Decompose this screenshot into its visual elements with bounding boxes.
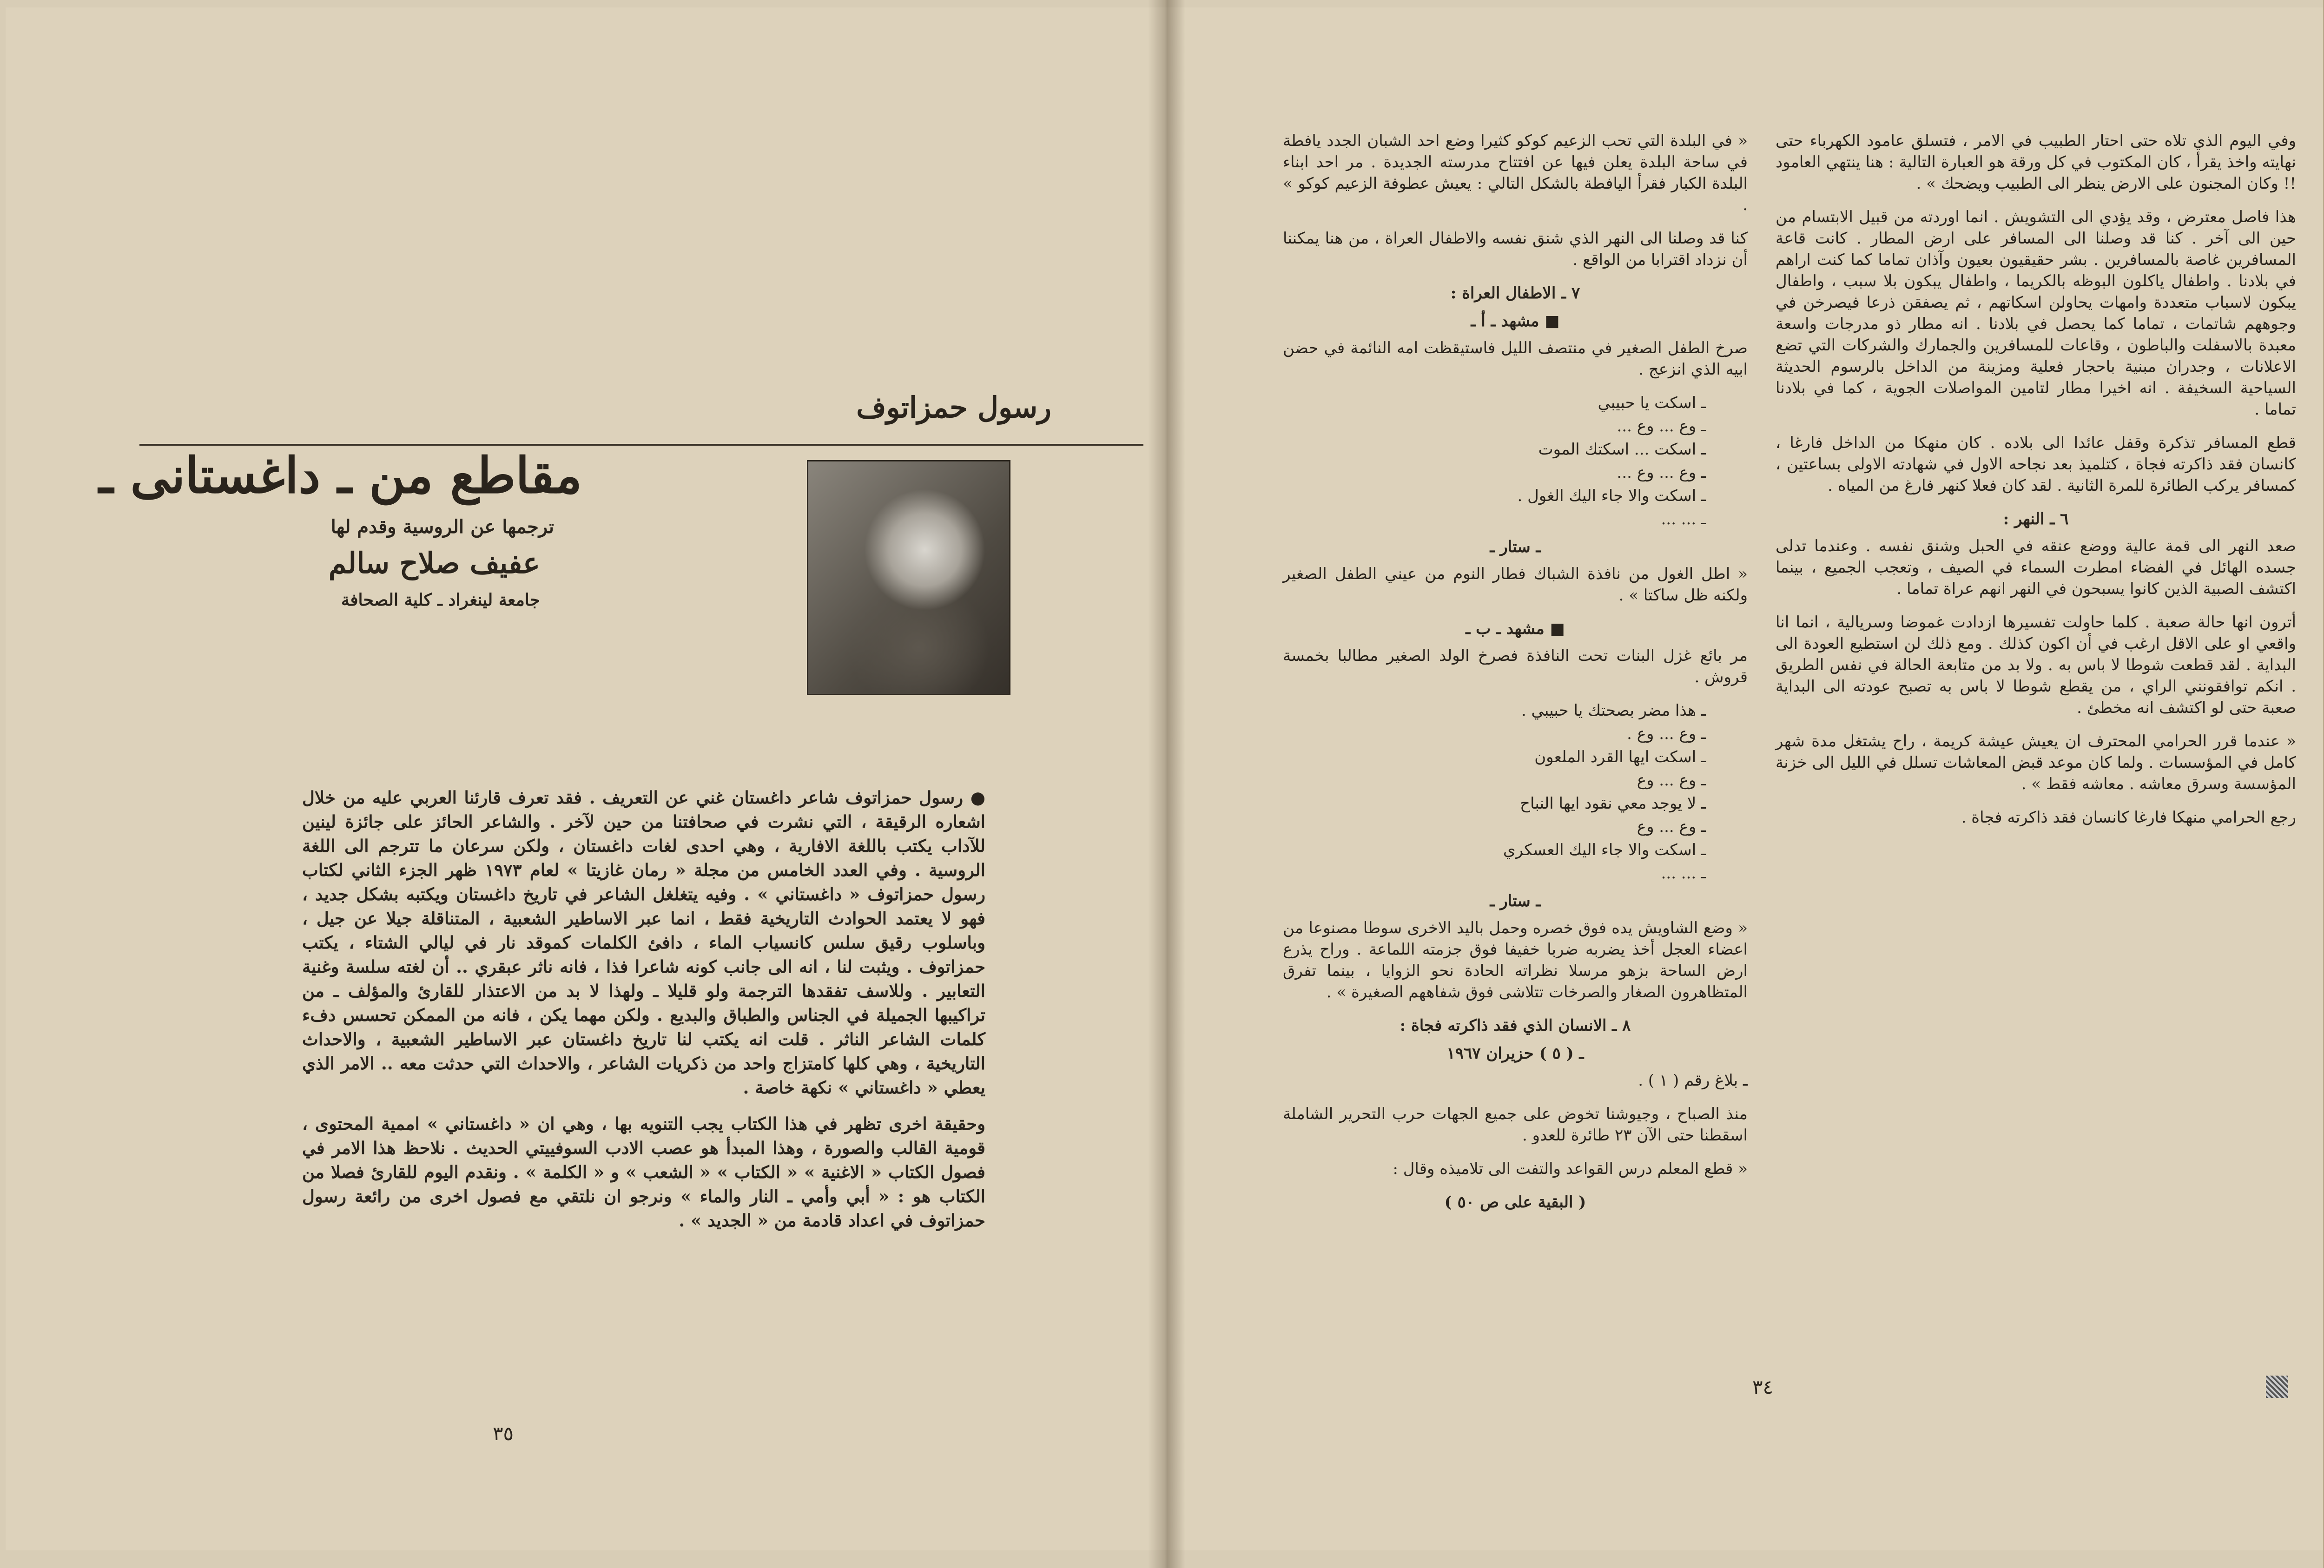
body-paragraph: كنا قد وصلنا الى النهر الذي شنق نفسه والاطفال العراة ، من هنا يمكننا أن نزداد اقترابا من الواقع . <box>1283 229 1748 269</box>
section-heading: ـ ستار ـ <box>1490 892 1541 910</box>
body-paragraph: « قطع المعلم درس القواعد والتفت الى تلاميذه وقال : <box>1393 1160 1748 1178</box>
dialogue-line: ـ وع ... وع <box>1637 771 1706 790</box>
section-heading: ( البقية على ص ٥٠ ) <box>1444 1193 1586 1212</box>
column-left <box>1283 130 1748 1219</box>
section-heading: ■ مشهد ـ ب ـ <box>1466 619 1565 638</box>
dialogue-line: ـ اسكت يا حبيبي <box>1598 394 1706 412</box>
body-paragraph: « اطل الغول من نافذة الشباك فطار النوم من عيني الطفل الصغير ولكنه ظل ساكتا » . <box>1283 565 1748 605</box>
dialogue-line: ـ وع ... وع ... <box>1617 463 1706 482</box>
body-paragraph: وفي اليوم الذي تلاه حتى احتار الطبيب في الامر ، فتسلق عامود الكهرباء حتى نهايته واخذ يقرأ ، كان المكتوب في كل ورقة هو العبارة التالية : هنا ينتهي العامود !! وكان المجنون على الارض ينظر الى الطبيب ويضحك » . <box>1776 132 2296 193</box>
article-title: مقاطع من ـ داغستانى ـ <box>99 446 582 504</box>
corner-mark-icon <box>2266 1376 2288 1398</box>
translator-credit-line: ترجمها عن الروسية وقدم لها <box>330 516 554 538</box>
dialogue-line: ـ اسكت ايها القرد الملعون <box>1534 748 1706 766</box>
header-rule <box>139 444 1143 446</box>
body-paragraph: قطع المسافر تذكرة وقفل عائدا الى بلاده . كان منهكا من الداخل فارغا ، كانسان فقد ذاكرته فجاة ، كتلميذ بعد نجاحه الاول في شهادته الاولى بساعتين ، كمسافر يركب الطائرة للمرة الثانية . لقد كان فعلا كنهر فارغ من المياه . <box>1776 434 2296 495</box>
body-paragraph: « عندما قرر الحرامي المحترف ان يعيش عيشة كريمة ، راح يشتغل مدة شهر كامل في المؤسسات . ولما كان موعد قبض المعاشات تسلل في الليل الى خزنة المؤسسة وسرق معاشه . معاشه فقط » . <box>1776 732 2296 793</box>
dialogue-line: ـ هذا مضر بصحتك يا حبيبي . <box>1521 701 1706 720</box>
dialogue-line: ـ ... ... <box>1661 510 1706 528</box>
body-paragraph: هذا فاصل معترض ، وقد يؤدي الى التشويش . انما اوردته من قبيل الابتسام من حين الى آخر . كنا قد وصلنا الى المسافر على ارض المطار . كانت قاعة المسافرين غاصة بالمسافرين . بشر حقيقيون بعيون وآذان تماما كما كنت اراهم في بلادنا . واطفال ياكلون البوظه بالكريما ، واطفال يبكون بلا سبب ، واطفال يبكون لاسباب متعددة وامهات يحاولن اسكاتهم ، ثم يصفقن ذرعا فيصرخن في وجوههم شاتمات ، تماما كما يحصل في بلادنا . انه مطار ذو مدرجات واسعة معبدة بالاسفلت والباطون ، وقاعات للمسافرين والجمارك والشركات التي تضع الاعلانات ، وجدران مبنية باحجار فعلية ومزينة من الداخل بالرسوم الحديثة السياحية السخيفة . انه اخيرا مطار لتامين المواصلات الجوية ، كما في بلادنا تماما . <box>1776 208 2296 419</box>
body-paragraph: رجع الحرامي منهكا فارغا كانسان فقد ذاكرته فجاة . <box>1961 808 2296 827</box>
section-heading: ـ ستار ـ <box>1490 538 1541 556</box>
author-photo <box>807 460 1010 695</box>
intro-paragraph: وحقيقة اخرى تظهر في هذا الكتاب يجب التنويه بها ، وهي ان « داغستاني » اممية المحتوى ، قومية القالب والصورة ، وهذا المبدأ هو عصب الادب السوفييتي الحديث . نلاحظ هذا الامر في فصول الكتاب « الاغنية » « الكتاب » « الشعب » و « الكلمة » . ونقدم اليوم للقارئ فصلا من الكتاب هو : « أبي وأمي ـ النار والماء » ونرجو ان نلتقي مع فصول اخرى من رائعة رسول حمزاتوف في اعداد قادمة من « الجديد » . <box>302 1113 985 1231</box>
body-paragraph: ـ بلاغ رقم ( ١ ) . <box>1638 1071 1748 1090</box>
dialogue-line: ـ اسكت والا جاء اليك العسكري <box>1503 841 1706 859</box>
section-heading: ـ ( ٥ ) حزيران ١٩٦٧ <box>1446 1044 1584 1063</box>
left-page <box>6 7 1166 1550</box>
section-heading: ■ مشهد ـ أ ـ <box>1471 312 1560 330</box>
intro-paragraph: ● رسول حمزاتوف شاعر داغستان غني عن التعريف . فقد تعرف قارئنا العربي عليه من خلال اشعاره الرقيقة ، التي نشرت في صحافتنا من حين لآخر . والشاعر الحائز على جائزة لينين للآداب يكتب باللغة الافارية ، وهي احدى لغات داغستان ، ولكن سرعان ما تترجم الى اللغة الروسية . وفي العدد الخامس من مجلة « رمان غازيتا » لعام ١٩٧٣ ظهر الجزء الثاني لكتاب رسول حمزاتوف « داغستاني » . وفيه يتغلغل الشاعر في تاريخ داغستان ويكتبه بشكل جديد ، فهو لا يعتمد الحوادث التاريخية فقط ، انما عبر الاساطير الشعبية ، المتناقلة جيلا عن جيل ، وباسلوب رقيق سلس كانسياب الماء ، دافئ الكلمات كموقد نار في ليالي الشتاء ، يكتب حمزاتوف . ويثبت لنا ، انه الى جانب كونه شاعرا فذا ، فانه ناثر عبقري .. أن لغته سلسة وغنية التعابير . وللاسف تفقدها الترجمة ولو قليلا ـ ولهذا لا بد من الاعتذار للقارئ والمؤلف ـ من تراكيبها الجميلة في الجناس والطباق والبديع . ولكن مهما يكن ، فانه من الممكن تحسس دفء كلمات الشاعر الناثر . قلت انه يكتب لنا تاريخ داغستان عبر الاساطير الشعبية ، والاحداث التاريخية ، وهي كلها كامتزاج واحد من ذكريات الشاعر ، والاحداث التي حدثت معه .. الامر الذي يعطي « داغستاني » نكهة خاصة . <box>302 787 985 1098</box>
dialogue-line: ـ وع ... وع ... <box>1617 417 1706 435</box>
page-number-right: ٣٤ <box>1752 1376 1774 1398</box>
body-paragraph: صرخ الطفل الصغير في منتصف الليل فاستيقظت امه النائمة في حضن ابيه الذي انزعج . <box>1283 339 1748 379</box>
body-paragraph: منذ الصباح ، وجيوشنا تخوض على جميع الجهات حرب التحرير الشاملة اسقطنا حتى الآن ٢٣ طائرة للعدو . <box>1283 1105 1748 1145</box>
body-paragraph: أترون انها حالة صعبة . كلما حاولت تفسيرها ازدادت غموضا وسريالية ، انما انا واقعي او على الاقل ارغب في أن اكون كذلك . ومع ذلك لن استطيع العودة الى البداية . لقد قطعت شوطا لا باس به . ولا بد من متابعة الحالة في نفس الطريق . انكم توافقونني الراي ، من يقطع شوطا لا باس به تصبح عودته الى البداية صعبة حتى لو اكتشف انه مخطئ . <box>1776 613 2296 717</box>
translator-name: عفيف صلاح سالم <box>328 546 540 580</box>
dialogue-line: ـ اسكت والا جاء اليك الغول . <box>1517 487 1706 505</box>
translator-affiliation: جامعة لينغراد ـ كلية الصحافة <box>341 590 540 610</box>
section-heading: ٧ ـ الاطفال العراة : <box>1450 284 1580 303</box>
dialogue-line: ـ وع ... وع . <box>1627 725 1706 743</box>
body-paragraph: صعد النهر الى قمة عالية ووضع عنقه في الحبل وشنق نفسه . وعندما تدلى جسده الهائل في الفضاء امطرت السماء في الصيف ، وتعجب الجميع ، بينما اكتشف الصبية الذين كانوا يسبحون في النهر انهم عراة تماما . <box>1776 537 2296 598</box>
dialogue-line: ـ اسكت ... اسكتك الموت <box>1538 440 1706 459</box>
dialogue-line: ـ وع ... وع <box>1637 817 1706 836</box>
page-number-left: ٣٥ <box>493 1422 514 1445</box>
dialogue-line: ـ لا يوجد معي نقود ايها النباح <box>1520 794 1706 813</box>
section-heading: ٦ ـ النهر : <box>2003 510 2069 528</box>
body-paragraph: « في البلدة التي تحب الزعيم كوكو كثيرا وضع احد الشبان الجدد يافطة في ساحة البلدة يعلن فيها عن افتتاح مدرسته الجديدة . مر احد ابناء البلدة الكبار فقرأ اليافطة بالشكل التالي : يعيش عطوفة الزعيم كوكو » . <box>1283 132 1748 214</box>
dialogue-line: ـ ... ... <box>1661 864 1706 883</box>
column-right <box>1776 130 2296 840</box>
intro-body <box>302 785 985 1245</box>
author-name: رسول حمزاتوف <box>856 390 1051 424</box>
body-paragraph: « وضع الشاويش يده فوق خصره وحمل باليد الاخرى سوطا مصنوعا من اعضاء العجل أخذ يضربه ضربا خفيفا فوق جزمته اللماعة . وراح يذرع ارض الساحة بزهو مرسلا نظراته الحادة نحو الزوايا ، بينما تفرق المتظاهرون الصغار والصرخات تتلاشى فوق شفاههم الصغيرة » . <box>1283 919 1748 1001</box>
section-heading: ٨ ـ الانسان الذي فقد ذاكرته فجاة : <box>1400 1016 1631 1035</box>
body-paragraph: مر بائع غزل البنات تحت النافذة فصرخ الولد الصغير مطالبا بخمسة قروش . <box>1283 646 1748 686</box>
